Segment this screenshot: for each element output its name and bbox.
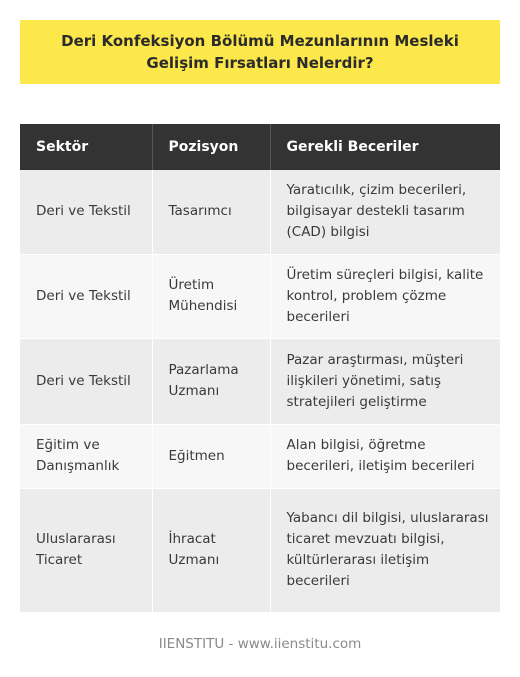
cell-skills: Üretim süreçleri bilgisi, kalite kontrol, problem çözme becerileri bbox=[270, 254, 500, 338]
column-header-skills: Gerekli Beceriler bbox=[270, 124, 500, 170]
cell-position: Eğitmen bbox=[152, 424, 270, 488]
table-row bbox=[20, 254, 500, 338]
cell-sector: Deri ve Tekstil bbox=[20, 338, 152, 424]
table-row bbox=[20, 424, 500, 488]
table-row bbox=[20, 488, 500, 612]
table-row bbox=[20, 170, 500, 254]
title-banner bbox=[20, 20, 500, 84]
cell-sector: Uluslararası Ticaret bbox=[20, 488, 152, 612]
cell-skills: Alan bilgisi, öğretme becerileri, iletişim becerileri bbox=[270, 424, 500, 488]
footer-credit: IIENSTITU - www.iienstitu.com bbox=[158, 636, 362, 652]
column-header-position: Pozisyon bbox=[152, 124, 270, 170]
table-header-row bbox=[20, 124, 500, 170]
cell-skills: Yabancı dil bilgisi, uluslararası ticaret mevzuatı bilgisi, kültürlerarası iletişim becerileri bbox=[270, 488, 500, 612]
cell-sector: Eğitim ve Danışmanlık bbox=[20, 424, 152, 488]
cell-position: Pazarlama Uzmanı bbox=[152, 338, 270, 424]
column-header-sector: Sektör bbox=[20, 124, 152, 170]
cell-skills: Yaratıcılık, çizim becerileri, bilgisayar destekli tasarım (CAD) bilgisi bbox=[270, 170, 500, 254]
cell-sector: Deri ve Tekstil bbox=[20, 170, 152, 254]
cell-skills: Pazar araştırması, müşteri ilişkileri yönetimi, satış stratejileri geliştirme bbox=[270, 338, 500, 424]
cell-position: Tasarımcı bbox=[152, 170, 270, 254]
page-title: Deri Konfeksiyon Bölümü Mezunlarının Mesleki Gelişim Fırsatları Nelerdir? bbox=[61, 32, 459, 72]
cell-position: İhracat Uzmanı bbox=[152, 488, 270, 612]
career-table bbox=[20, 124, 500, 613]
cell-position: Üretim Mühendisi bbox=[152, 254, 270, 338]
table-row bbox=[20, 338, 500, 424]
cell-sector: Deri ve Tekstil bbox=[20, 254, 152, 338]
